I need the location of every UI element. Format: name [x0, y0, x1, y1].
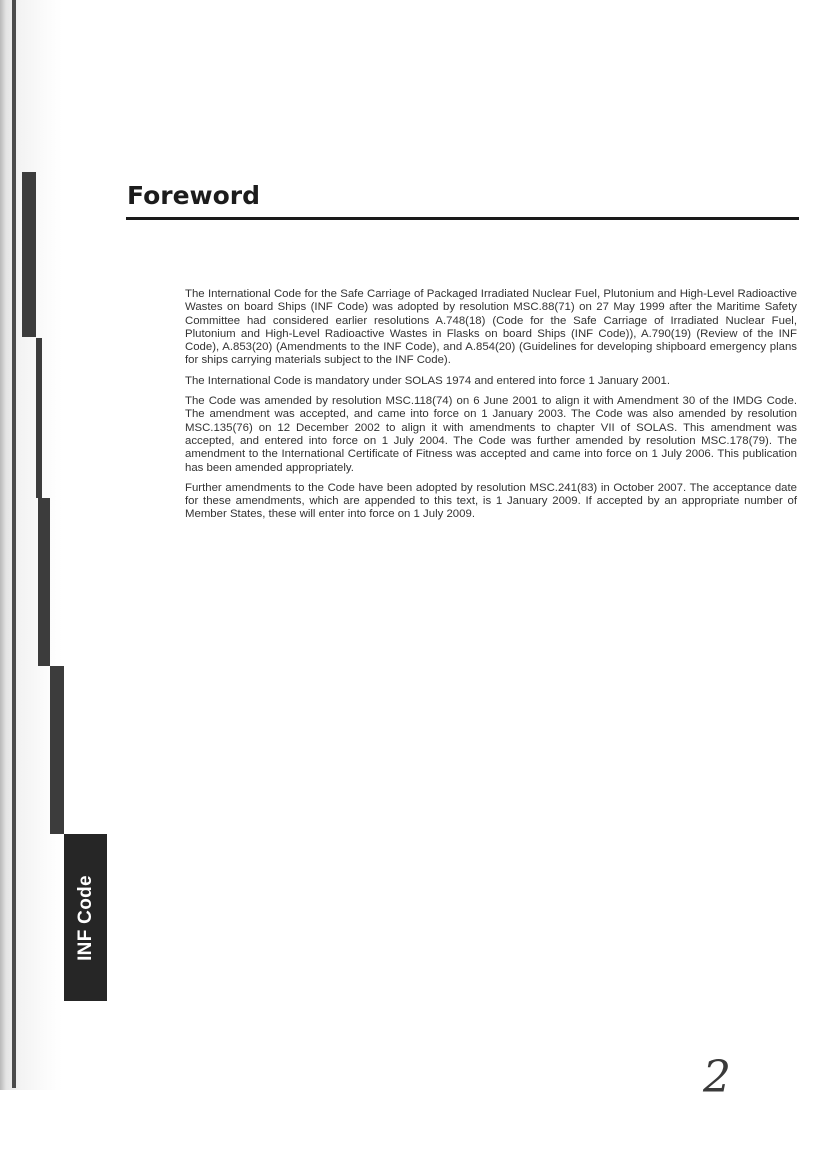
page-number: 2	[703, 1052, 731, 1103]
foreword-body	[185, 288, 797, 529]
thumb-index-mark	[50, 666, 64, 834]
thumb-index-mark	[38, 498, 50, 666]
page-title: Foreword	[127, 181, 261, 210]
thumb-index-mark	[22, 172, 36, 337]
paragraph: The International Code is mandatory under SOLAS 1974 and entered into force 1 January 2001.	[185, 374, 671, 387]
title-rule	[126, 217, 799, 220]
section-tab-label: INF Code	[75, 875, 96, 961]
thumb-index-mark	[36, 338, 42, 498]
paragraph: The International Code for the Safe Carriage of Packaged Irradiated Nuclear Fuel, Plutonium and High-Level Radioactive Wastes on board Ships (INF Code) was adopted by resolution MSC.88(71) on 27 May 1999 after the Maritime Safety Committee had considered earlier resolutions A.748(18) (Code for the Safe Carriage of Irradiated Nuclear Fuel, Plutonium and High-Level Radioactive Wastes in Flasks on board Ships (INF Code)), A.790(19) (Review of the INF Code), A.853(20) (Amendments to the INF Code), and A.854(20) (Guidelines for developing shipboard emergency plans for ships carrying materials subject to the INF Code).	[185, 288, 797, 367]
binding-line	[12, 0, 16, 1088]
paragraph: The Code was amended by resolution MSC.118(74) on 6 June 2001 to align it with Amendment 30 of the IMDG Code. The amendment was accepted, and came into force on 1 January 2003. The Code was also amended by resolution MSC.135(76) on 12 December 2002 to align it with amendments to chapter VII of SOLAS. This amendment was accepted, and entered into force on 1 July 2004. The Code was further amended by resolution MSC.178(79). The amendment to the International Certificate of Fitness was accepted and came into force on 1 July 2006. This publication has been amended appropriately.	[185, 395, 797, 474]
paragraph: Further amendments to the Code have been adopted by resolution MSC.241(83) in October 2007. The acceptance date for these amendments, which are appended to this text, is 1 January 2009. If accepted by an appropriate number of Member States, these will enter into force on 1 July 2009.	[185, 481, 797, 521]
scan-binding-edge	[0, 0, 62, 1090]
